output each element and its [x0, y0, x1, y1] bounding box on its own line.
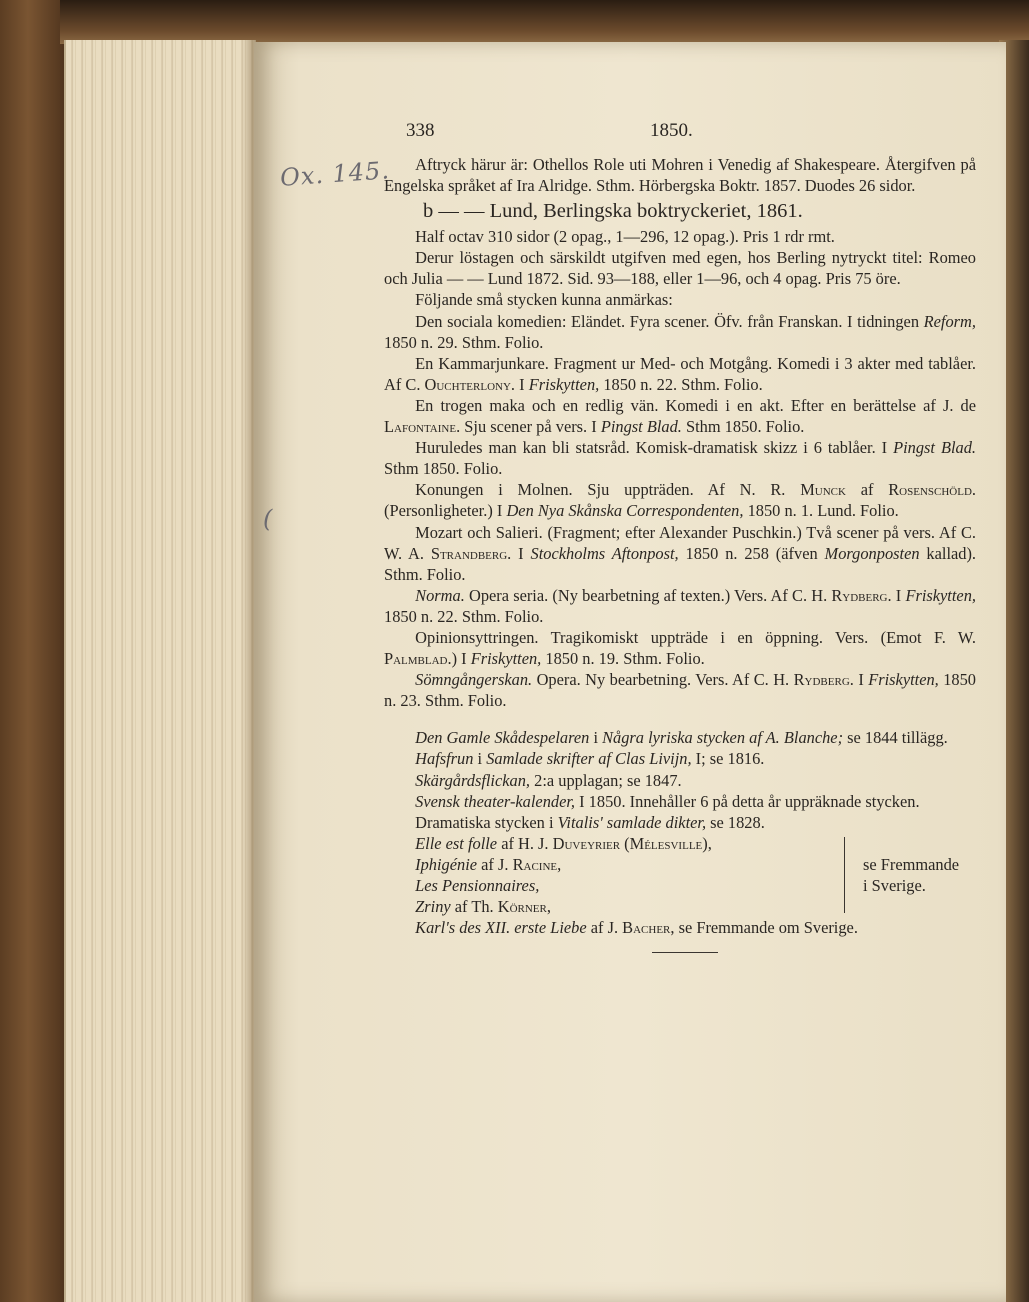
entry-a-text: Aftryck härur är: Othellos Role uti Mohren i Venedig af Shakespeare. Återgifven på Engelska språket af Ira Alridge. Sthm. Hörbergska Boktr. 1857. Duodes 26 sidor. [384, 155, 976, 196]
cross-ref-1: Den Gamle Skådespelaren i Några lyriska stycken af A. Blanche; se 1844 tillägg. [415, 728, 948, 748]
running-header [384, 120, 976, 154]
entry-b-format: Half octav 310 sidor (2 opag., 1—296, 12 opag.). Pris 1 rdr rmt. [415, 227, 835, 247]
small-piece-5: Konungen i Molnen. Sju uppträden. Af N. R. Munck af Rosenschöld. (Personligheter.) I Den Nya Skånska Correspondenten, 1850 n. 1. Lund. Folio. [384, 480, 976, 521]
small-piece-7: Norma. Opera seria. (Ny bearbetning af texten.) Vers. Af C. H. Rydberg. I Friskytten, 1850 n. 22. Sthm. Folio. [384, 585, 976, 626]
entry-b-offprint: Derur löstagen och särskildt utgifven med egen, hos Berling nytryckt titel: Romeo och Julia — — Lund 1872. Sid. 93—188, eller 1—96, och 4 opag. Pris 75 öre. [384, 248, 976, 289]
section-gap [384, 711, 976, 727]
cross-ref-3: Skärgårdsflickan, 2:a upplagan; se 1847. [415, 770, 682, 790]
curly-brace [844, 837, 859, 913]
year-header: 1850. [650, 120, 693, 141]
foreign-title-3: Les Pensionnaires, [415, 876, 540, 895]
cross-ref-4: Svensk theater-kalender, I 1850. Innehåller 6 på detta år uppräknade stycken. [415, 791, 920, 811]
small-piece-8: Opinionsyttringen. Tragikomiskt uppträde i en öppning. Vers. (Emot F. W. Palmblad.) I Friskytten, 1850 n. 19. Sthm. Folio. [384, 627, 976, 669]
page-text [384, 120, 976, 953]
book-cover-top [60, 0, 1029, 44]
book-cover-left [0, 0, 70, 1302]
intro-small-pieces: Följande små stycken kunna anmärkas: [415, 290, 673, 310]
small-piece-1: Den sociala komedien: Eländet. Fyra scener. Öfv. från Franskan. I tidningen Reform, 1850 n. 29. Sthm. Folio. [384, 311, 976, 352]
last-entry: Karl's des XII. erste Liebe af J. Bacher, se Fremmande om Sverige. [415, 918, 858, 938]
foreign-title-4: Zriny af Th. Körner, [415, 897, 551, 917]
cross-ref-2: Hafsfrun i Samlade skrifter af Clas Livijn, I; se 1816. [415, 749, 765, 769]
page-number: 338 [406, 120, 435, 141]
brace-note-line-2: i Sverige. [863, 876, 926, 895]
small-piece-9: Sömngångerskan. Opera. Ny bearbetning. Vers. Af C. H. Rydberg. I Friskytten, 1850 n. 23. Sthm. Folio. [384, 670, 977, 711]
brace-note-line-1: se Fremmande [863, 855, 960, 874]
foreign-titles-list [384, 833, 844, 917]
cross-ref-5: Dramatiska stycken i Vitalis' samlade dikter, se 1828. [415, 812, 765, 832]
foreign-titles-group [384, 833, 976, 917]
brace-note [859, 833, 976, 917]
page-stack-edge [64, 40, 256, 1302]
small-piece-6: Mozart och Salieri. (Fragment; efter Alexander Puschkin.) Två scener på vers. Af C. W. A. Strandberg. I Stockholms Aftonpost, 1850 n. 258 (äfven Morgonposten kallad). Sthm. Folio. [384, 522, 977, 584]
small-piece-4: Huruledes man kan bli statsråd. Komisk-dramatisk skizz i 6 tablåer. I Pingst Blad. Sthm 1850. Folio. [384, 438, 976, 479]
small-piece-2: En Kammarjunkare. Fragment ur Med- och Motgång. Komedi i 3 akter med tablåer. Af C. Ouchterlony. I Friskytten, 1850 n. 22. Sthm. Folio. [384, 353, 976, 394]
foreign-title-1: Elle est folle af H. J. Duveyrier (Mélesville), [415, 833, 712, 853]
handwritten-margin-mark: ( [263, 505, 273, 533]
foreign-title-2: Iphigénie af J. Racine, [415, 854, 562, 874]
entry-b-heading: b — — Lund, Berlingska boktryckeriet, 1861. [422, 200, 803, 223]
small-piece-3: En trogen maka och en redlig vän. Komedi i en akt. Efter en berättelse af J. de Lafontaine. Sju scener på vers. I Pingst Blad. Sthm 1850. Folio. [384, 395, 976, 437]
closing-rule [652, 952, 718, 953]
handwritten-margin-note: Ox. 145. [279, 156, 391, 192]
